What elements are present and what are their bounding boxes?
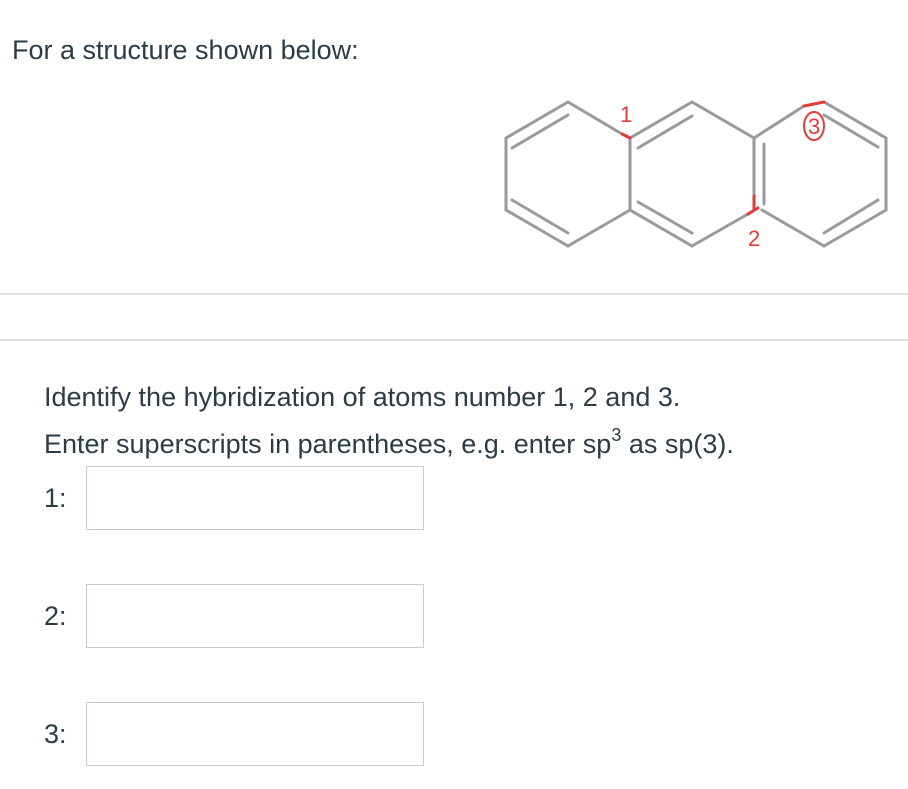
answer-label-2: 2:	[44, 601, 67, 631]
anthracene-structure	[490, 92, 900, 262]
question-line-1: Identify the hybridization of atoms number 1, 2 and 3.	[44, 382, 681, 412]
middle-ring	[630, 102, 764, 246]
divider-bottom	[0, 339, 908, 341]
answer-input-1[interactable]	[86, 466, 424, 530]
answer-label-1: 1:	[44, 483, 67, 513]
atom-marker-3	[804, 102, 824, 140]
atom-marker-1	[620, 102, 632, 138]
atom-label-3: 3	[808, 114, 821, 139]
left-ring	[506, 102, 633, 246]
atom-marker-2	[748, 196, 760, 251]
divider-top	[0, 293, 908, 295]
question-line-2: Enter superscripts in parentheses, e.g. enter $sp^3$ as sp(3).	[44, 425, 734, 459]
superscript-3: 3	[611, 425, 622, 445]
answer-input-2[interactable]	[86, 584, 424, 648]
answer-input-3[interactable]	[86, 702, 424, 766]
atom-label-1: 1	[620, 102, 633, 127]
intro-text: For a structure shown below:	[12, 35, 359, 65]
question-text	[44, 377, 734, 464]
answer-label-3: 3:	[44, 719, 67, 749]
atom-label-2: 2	[748, 226, 761, 251]
